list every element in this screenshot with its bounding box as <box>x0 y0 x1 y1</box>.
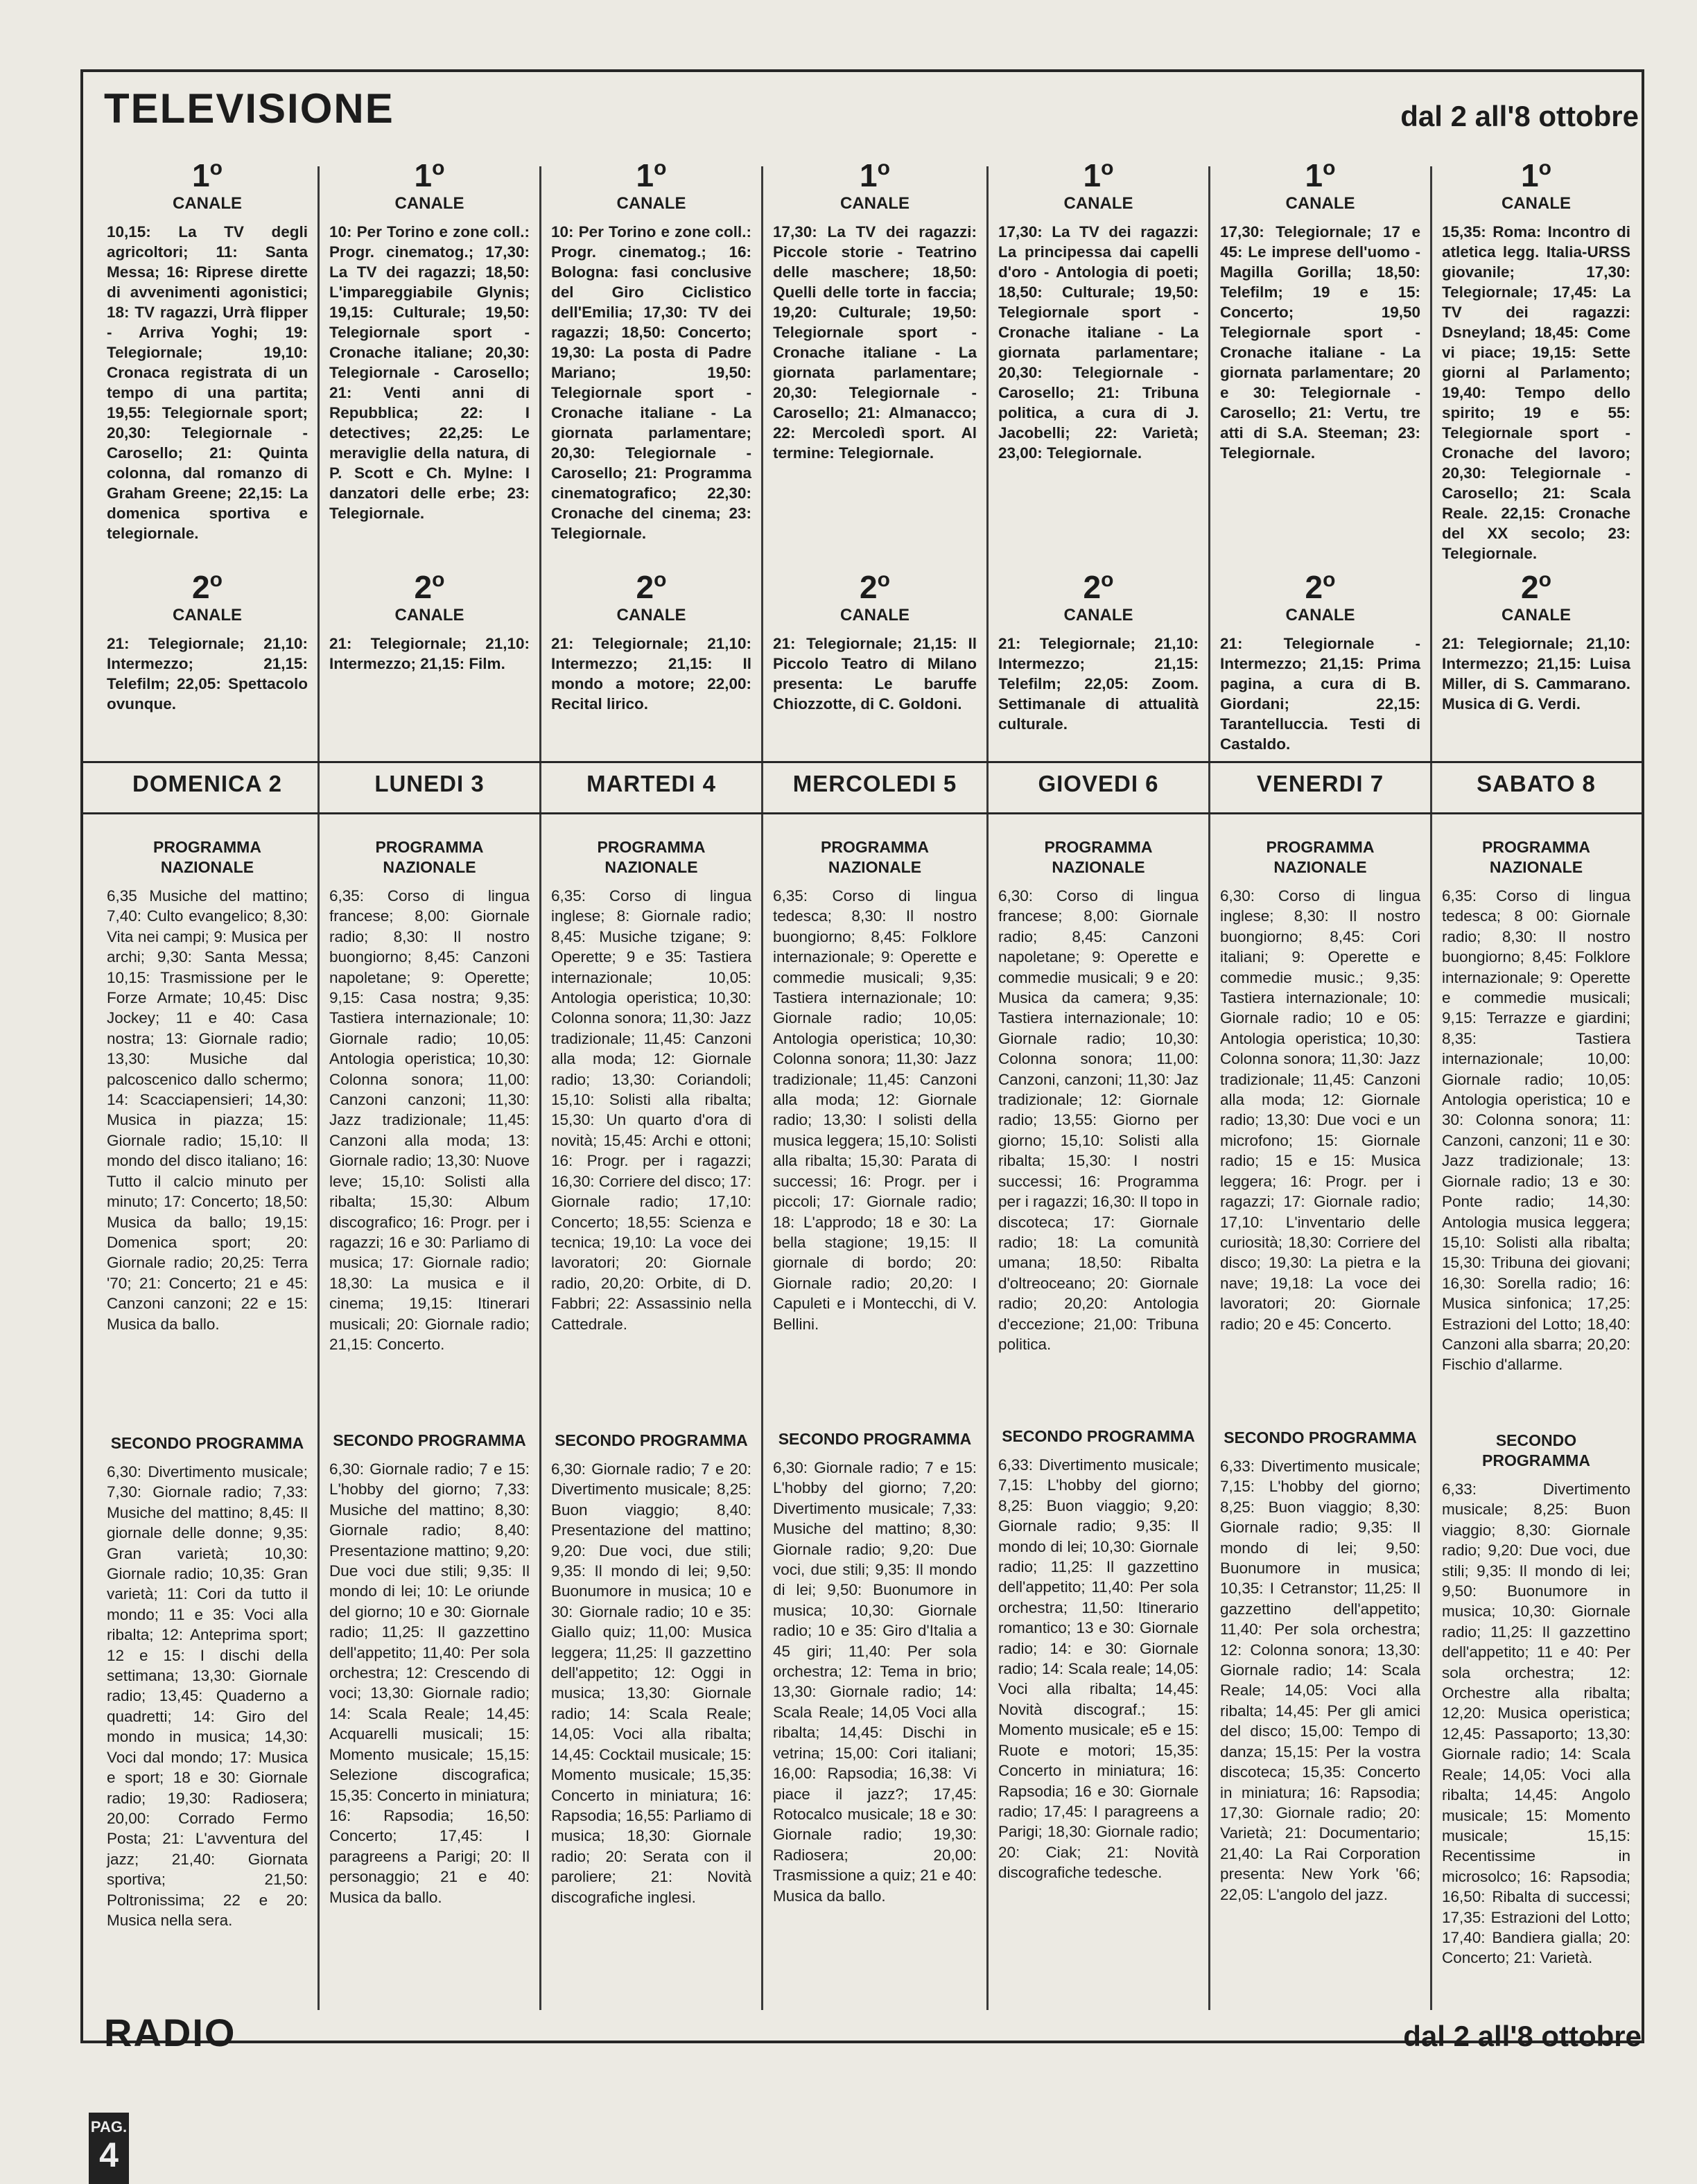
secondo-programma-heading: SECONDO PROGRAMMA <box>1224 1429 1417 1447</box>
radio-nazionale-mercoledi <box>763 837 986 1334</box>
channel-2-heading: 2$^o$ CANALE <box>1502 568 1571 624</box>
secondo-programma-schedule: 6,33: Divertimento musicale; 7,15: L'hobby del giorno; 8,25: Buon viaggio; 8,30: Giornale radio; 9,35: Il mondo di lei; 9,50: Buonumore in musica; 10,35: I Cetranstor; 11,25: Il gazzettino dell'appetito; 11,40: Per sola orchestra; 12: Colonna sonora; 13,30: Giornale radio; 14: Scala Reale; 14,05: Voci alla ribalta; 14,45: Per gli amici del disco; 15,00: Tempo di danza; 15,15: Per la vostra discoteca; 15,35: Concerto in miniatura; 16: Rapsodia; 17,30: Giornale radio; 20: Varietà; 21: Documentario; 21,40: La Rai Corporation presenta: New York '66; 22,05: L'angolo del jazz. <box>1220 1458 1420 1903</box>
programma-nazionale-heading: PROGRAMMA NAZIONALE <box>1044 838 1153 876</box>
secondo-programma-heading: SECONDO PROGRAMMA <box>555 1431 748 1449</box>
section-title-television: TELEVISIONE <box>104 85 394 132</box>
secondo-programma-schedule: 6,30: Divertimento musicale; 7,30: Giornale radio; 7,33: Musiche del mattino; 8,45: Il giornale delle donne; 9,35: Gran varietà; 10,30: Giornale radio; 10,35: Gran varietà; 11: Cori da tutto il mondo; 11 e 35: Voci alla ribalta; 12: Anteprima sport; 12 e 15: I dischi della settimana; 13,30: Giornale radio; 13,45: Quaderno a quadretti; 14: Giro del mondo in musica; 14,30: Voci dal mondo; 17: Musica e sport; 18 e 30: Giornale radio; 19,30: Radiosera; 20,00: Corrado Fermo Posta; 21: L'avventura del jazz; 21,40: Giornata sportiva; 21,50: Poltronissima; 22 e 20: Musica nella sera. <box>107 1463 308 1929</box>
programma-nazionale-heading: PROGRAMMA NAZIONALE <box>821 838 929 876</box>
channel-1-heading: 1$^o$ CANALE <box>173 157 242 213</box>
tv-column-martedi <box>541 159 761 543</box>
secondo-programma-schedule: 6,30: Giornale radio; 7 e 15: L'hobby del giorno; 7,20: Divertimento musicale; 7,33: Musiche del mattino; 8,30: Giornale radio; 9,20: Due voci, due stili; 9,35: Il mondo di lei; 9,50: Buonumore in musica; 10,30: Giornale radio; 10 e 35: Giro d'Italia a 45 giri; 11,40: Per sola orchestra; 12: Tema in brio; 13,30: Giornale radio; 14: Scala Reale; 14,05 Voci alla ribalta; 14,45: Dischi in vetrina; 15,00: Cori italiani; 16,00: Rapsodia; 16,38: Vi piace il jazz?; 17,45: Rotocalco musicale; 18 e 30: Giornale radio; 19,30: Radiosera; 20,00: Trasmissione a quiz; 21 e 40: Musica da ballo. <box>773 1459 977 1905</box>
radio-nazionale-domenica <box>97 837 317 1334</box>
radio-secondo-mercoledi <box>763 1429 986 1906</box>
channel-2-heading: 2$^o$ CANALE <box>616 568 686 624</box>
tv-column-lunedi <box>320 159 539 523</box>
channel-2-schedule: 21: Telegiornale; 21,10: Intermezzo; 21,15: Telefilm; 22,05: Spettacolo ovunque. <box>107 635 308 713</box>
television-date-range: dal 2 all'8 ottobre <box>1400 100 1639 132</box>
channel-1-schedule: 10: Per Torino e zone coll.: Progr. cinematog.; 17,30: La TV dei ragazzi; 18,50: L'impareggiabile Glynis; 19,15: Culturale; 19,50: Telegiornale sport - Cronache italiane; 20,30: Telegiornale - Carosello; 21: Venti anni di Repubblica; 22: I detectives; 22,25: Le meraviglie della natura, di P. Scott e Ch. Mylne: I danzatori delle erbe; 23: Telegiornale. <box>329 223 530 522</box>
radio-secondo-martedi <box>541 1431 761 1907</box>
secondo-programma-schedule: 6,30: Giornale radio; 7 e 15: L'hobby del giorno; 7,33: Musiche del mattino; 8,30: Giornale radio; 8,40: Presentazione mattino; 9,20: Due voci due stili; 9,35: Il mondo di lei; 10: Le oriunde del giorno; 10 e 30: Giornale radio; 11,25: Il gazzettino dell'appetito; 11,40: Per sola orchestra; 12: Crescendo di voci; 13,30: Giornale radio; 14: Scala Reale; 14,45: Acquarelli musicali; 15: Momento musicale; 15,15: Selezione discografica; 15,35: Concerto in miniatura; 16: Rapsodia; 16,50: Concerto; 17,45: I paragreens a Parigi; 20: Il personaggio; 21 e 40: Musica da ballo. <box>329 1460 530 1906</box>
secondo-programma-heading: SECONDO PROGRAMMA <box>1482 1431 1590 1469</box>
channel-2-schedule: 21: Telegiornale - Intermezzo; 21,15: Prima pagina, a cura di B. Giordani; 22,15: Tarantelluccia. Testi di Castaldo. <box>1220 635 1420 753</box>
radio-nazionale-giovedi <box>989 837 1208 1354</box>
radio-secondo-domenica <box>97 1433 317 1930</box>
day-heading-martedi: MARTEDI 4 <box>586 771 716 796</box>
programma-nazionale-heading: PROGRAMMA NAZIONALE <box>375 838 484 876</box>
day-bar-bottom-rule <box>80 812 1644 814</box>
channel-2-schedule: 21: Telegiornale; 21,10: Intermezzo; 21,15: Il mondo a motore; 22,00: Recital lirico. <box>551 635 751 713</box>
channel-1-schedule: 10: Per Torino e zone coll.: Progr. cinematog.; 16: Bologna: fasi conclusive del Giro Ciclistico dell'Emilia; 17,30: TV dei ragazzi; 18,50: Concerto; 19,30: La posta di Padre Mariano; 19,50: Telegiornale sport - Cronache italiane - La giornata parlamentare; 20,30: Telegiornale - Carosello; 21: Programma cinematografico; 22,30: Cronache del cinema; 23: Telegiornale. <box>551 223 751 542</box>
radio-nazionale-venerdi <box>1210 837 1430 1334</box>
tv-column-sabato <box>1432 159 1640 564</box>
radio-secondo-sabato <box>1432 1431 1640 1968</box>
tv-column-martedi-ch2 <box>541 568 761 714</box>
programma-nazionale-heading: PROGRAMMA NAZIONALE <box>153 838 261 876</box>
tv-column-domenica <box>97 159 317 543</box>
section-title-radio: RADIO <box>104 2011 236 2054</box>
radio-secondo-lunedi <box>320 1431 539 1907</box>
channel-1-schedule: 17,30: La TV dei ragazzi: Piccole storie - Teatrino delle maschere; 18,50: Quelli delle torte in faccia; 19,20: Culturale; 19,50: Telegiornale sport - Cronache italiane - La giornata parlamentare; 20,30: Telegiornale - Carosello; 21: Almanacco; 22: Mercoledì sport. Al termine: Telegiornale. <box>773 223 977 462</box>
programma-nazionale-schedule: 6,35: Corso di lingua tedesca; 8,30: Il nostro buongiorno; 8,45: Folklore internazionale; 9: Operette e commedie musicali; 9,35: Tastiera internazionale; 10: Giornale radio; 10,05: Antologia operistica; 10,30: Colonna sonora; 11,30: Jazz tradizionale; 11,45: Canzoni alla moda; 12: Giornale radio; 13,30: I solisti della musica leggera; 15,10: Solisti alla ribalta; 15,30: Parata di successi; 16: Progr. per i piccoli; 17: Giornale radio; 18: L'approdo; 18 e 30: La bella stagione; 19,15: Il giornale di bordo; 20: Giornale radio; 20,20: I Capuleti e i Montecchi, di V. Bellini. <box>773 887 977 1333</box>
channel-1-heading: 1$^o$ CANALE <box>1285 157 1355 213</box>
channel-2-schedule: 21: Telegiornale; 21,10: Intermezzo; 21,15: Telefilm; 22,05: Zoom. Settimanale di attualità culturale. <box>998 635 1199 733</box>
tv-column-sabato-ch2 <box>1432 568 1640 714</box>
channel-2-schedule: 21: Telegiornale; 21,15: Il Piccolo Teatro di Milano presenta: Le baruffe Chiozzotte, di C. Goldoni. <box>773 635 977 713</box>
page-label: PAG. <box>90 2118 128 2135</box>
programma-nazionale-schedule: 6,35: Corso di lingua francese; 8,00: Giornale radio; 8,30: Il nostro buongiorno; 8,45: Canzoni napoletane; 9: Operette; 9,15: Casa nostra; 9,35: Tastiera internazionale; 10: Giornale radio; 10,05: Antologia operistica; 10,30: Colonna sonora; 11,00: Canzoni canzoni; 11,30: Jazz tradizionale; 11,45: Canzoni alla moda; 13: Giornale radio; 13,30: Nuove leve; 15,10: Solisti alla ribalta; 15,30: Album discografico; 16: Progr. per i ragazzi; 16 e 30: Parliamo di musica; 17: Giornale radio; 18,30: La musica e il cinema; 19,15: Itinerari musicali; 20: Giornale radio; 21,15: Concerto. <box>329 887 530 1353</box>
tv-column-domenica-ch2 <box>97 568 317 714</box>
channel-2-heading: 2$^o$ CANALE <box>1063 568 1133 624</box>
channel-1-heading: 1$^o$ CANALE <box>394 157 464 213</box>
secondo-programma-heading: SECONDO PROGRAMMA <box>110 1434 304 1452</box>
day-heading-giovedi: GIOVEDI 6 <box>1038 771 1159 796</box>
radio-secondo-giovedi <box>989 1426 1208 1883</box>
page-number-tab <box>89 2113 129 2184</box>
tv-column-giovedi-ch2 <box>989 568 1208 734</box>
radio-nazionale-martedi <box>541 837 761 1334</box>
tv-column-mercoledi-ch2 <box>763 568 986 714</box>
channel-2-schedule: 21: Telegiornale; 21,10: Intermezzo; 21,15: Luisa Miller, di S. Cammarano. Musica di G. Verdi. <box>1442 635 1630 713</box>
channel-1-schedule: 17,30: La TV dei ragazzi: La principessa dai capelli d'oro - Antologia di poeti; 18,50: Culturale; 19,50: Telegiornale sport - Cronache italiane - La giornata parlamentare; 20,30: Telegiornale - Carosello; 21: Tribuna politica, a cura di J. Jacobelli; 22: Varietà; 23,00: Telegiornale. <box>998 223 1199 462</box>
tv-column-giovedi <box>989 159 1208 463</box>
radio-secondo-venerdi <box>1210 1428 1430 1905</box>
programma-nazionale-schedule: 6,30: Corso di lingua inglese; 8,30: Il nostro buongiorno; 8,45: Cori italiani; 9: Operette e commedie music.; 9,35: Tastiera internazionale; 10: Giornale radio; 10 e 05: Antologia operistica; 10,30: Colonna sonora; 11,30: Jazz tradizionale; 11,45: Canzoni alla moda; 12: Giornale radio; 13,30: Due voci e un microfono; 15: Giornale radio; 15 e 15: Musica leggera; 16: Progr. per i ragazzi; 17: Giornale radio; 17,10: L'inventario delle curiosità; 18,30: Corriere del disco; 19,30: La pietra e la nave; 19,18: La voce dei lavoratori; 20: Giornale radio; 20 e 45: Concerto. <box>1220 887 1420 1333</box>
programma-nazionale-schedule: 6,35: Corso di lingua inglese; 8: Giornale radio; 8,45: Musiche tzigane; 9: Operette; 9 e 35: Tastiera internazionale; 10,05: Antologia operistica; 10,30: Colonna sonora; 11,30: Jazz tradizionale; 11,45: Canzoni alla moda; 12: Giornale radio; 13,30: Coriandoli; 15,10: Solisti alla ribalta; 15,30: Un quarto d'ora di novità; 15,45: Archi e ottoni; 16: Progr. per i ragazzi; 16,30: Corriere del disco; 17: Giornale radio; 17,10: Concerto; 18,55: Scienza e tecnica; 19,10: La voce dei lavoratori; 20: Giornale radio, 20,20: Orbite, di D. Fabbri; 22: Assassinio nella Cattedrale. <box>551 887 751 1333</box>
channel-1-schedule: 15,35: Roma: Incontro di atletica legg. Italia-URSS giovanile; 17,30: Telegiornale; 17,45: La TV dei ragazzi: Dsneyland; 18,45: Come vi piace; 19,15: Sette giorni al Parlamento; 19,40: Tempo dello spirito; 19 e 55: Telegiornale sport - Cronache del lavoro; 20,30: Telegiornale - Carosello; 21: Scala Reale. 22,15: Cronache del XX secolo; 23: Telegiornale. <box>1442 223 1630 562</box>
channel-1-heading: 1$^o$ CANALE <box>1063 157 1133 213</box>
programma-nazionale-heading: PROGRAMMA NAZIONALE <box>1482 838 1590 876</box>
channel-1-heading: 1$^o$ CANALE <box>840 157 910 213</box>
tv-column-lunedi-ch2 <box>320 568 539 674</box>
day-heading-domenica: DOMENICA 2 <box>132 771 282 796</box>
secondo-programma-heading: SECONDO PROGRAMMA <box>1002 1427 1195 1445</box>
channel-2-heading: 2$^o$ CANALE <box>394 568 464 624</box>
channel-1-schedule: 10,15: La TV degli agricoltori; 11: Santa Messa; 16: Riprese dirette di avvenimenti agonistici; 18: TV ragazzi, Urrà flipper - Arriva Yoghi; 19: Telegiornale; 19,10: Cronaca registrata di un tempo di una partita; 19,55: Telegiornale sport; 20,30: Telegiornale - Carosello; 21: Quinta colonna, dal romanzo di Graham Greene; 22,15: La domenica sportiva e telegiornale. <box>107 223 308 542</box>
programma-nazionale-heading: PROGRAMMA NAZIONALE <box>597 838 706 876</box>
radio-nazionale-sabato <box>1432 837 1640 1375</box>
day-heading-sabato: SABATO 8 <box>1477 771 1596 796</box>
day-heading-mercoledi: MERCOLEDI 5 <box>792 771 957 796</box>
day-bar-top-rule <box>80 761 1644 763</box>
programma-nazionale-schedule: 6,35: Corso di lingua tedesca; 8 00: Giornale radio; 8,30: Il nostro buongiorno; 8,45: Folklore internazionale; 9: Operette e commedie musicali; 9,15: Terrazze e giardini; 8,35: Tastiera internazionale; 10,00: Giornale radio; 10,05: Antologia operistica; 10 e 30: Colonna sonora; 11: Canzoni, canzoni; 11 e 30: Jazz tradizionale; 13: Giornale radio; 13 e 30: Ponte radio; 14,30: Antologia musica leggera; 15,10: Solisti alla ribalta; 15,30: Tribuna dei giovani; 16,30: Sorella radio; 16: Musica sinfonica; 17,25: Estrazioni del Lotto; 18,40: Canzoni alla sbarra; 20,20: Fischio d'allarme. <box>1442 887 1630 1374</box>
programma-nazionale-schedule: 6,35 Musiche del mattino; 7,40: Culto evangelico; 8,30: Vita nei campi; 9: Musica per archi; 9,30: Santa Messa; 10,15: Trasmissione per le Forze Armate; 10,45: Disc Jockey; 11 e 40: Casa nostra; 13: Giornale radio; 13,30: Musiche dal palcoscenico dallo schermo; 14: Scacciapensieri; 14,30: Musica in piazza; 15: Giornale radio; 15,10: Il mondo del disco italiano; 16: Tutto il calcio minuto per minuto; 17: Concerto; 18,50: Musica da ballo; 19,15: Domenica sport; 20: Giornale radio; 20,25: Terra '70; 21: Concerto; 21 e 45: Canzoni canzoni; 22 e 15: Musica da ballo. <box>107 887 308 1333</box>
channel-1-schedule: 17,30: Telegiornale; 17 e 45: Le imprese dell'uomo - Magilla Gorilla; 18,50: Telefilm; 19 e 15: Concerto; 19,50 Telegiornale sport - Cronache italiane - La giornata parlamentare; 20 e 30: Telegiornale - Carosello; 21: Vertu, tre atti di S.A. Steeman; 23: Telegiornale. <box>1220 223 1420 462</box>
channel-1-heading: 1$^o$ CANALE <box>1502 157 1571 213</box>
secondo-programma-heading: SECONDO PROGRAMMA <box>778 1430 972 1448</box>
channel-2-heading: 2$^o$ CANALE <box>1285 568 1355 624</box>
channel-2-schedule: 21: Telegiornale; 21,10: Intermezzo; 21,15: Film. <box>329 635 530 672</box>
channel-1-heading: 1$^o$ CANALE <box>616 157 686 213</box>
tv-column-mercoledi <box>763 159 986 463</box>
channel-2-heading: 2$^o$ CANALE <box>840 568 910 624</box>
secondo-programma-heading: SECONDO PROGRAMMA <box>333 1431 526 1449</box>
tv-column-venerdi-ch2 <box>1210 568 1430 754</box>
day-heading-venerdi: VENERDI 7 <box>1256 771 1384 796</box>
channel-2-heading: 2$^o$ CANALE <box>173 568 242 624</box>
secondo-programma-schedule: 6,33: Divertimento musicale; 8,25: Buon viaggio; 8,30: Giornale radio; 9,20: Due voci, due stili; 9,35: Il mondo di lei; 9,50: Buonumore in musica; 10,30: Giornale radio; 11,25: Il gazzettino dell'appetito; 11 e 40: Per sola orchestra; 12: Orchestre alla ribalta; 12,20: Musica operistica; 12,45: Passaporto; 13,30: Giornale radio; 14: Scala Reale; 14,05: Voci alla ribalta; 14,45: Angolo musicale; 15: Momento musicale; 15,15: Recentissime in microsolco; 16: Rapsodia; 16,50: Ribalta di successi; 17,35: Estrazioni del Lotto; 17,40: Bandiera gialla; 20: Concerto; 21: Varietà. <box>1442 1480 1630 1967</box>
programma-nazionale-schedule: 6,30: Corso di lingua francese; 8,00: Giornale radio; 8,45: Canzoni napoletane; 9: Operette e commedie musicali; 9 e 20: Musica da camera; 9,35: Tastiera internazionale; 10: Giornale radio; 10,30: Colonna sonora; 11,00: Canzoni, canzoni; 11,30: Jaz tradizionale; 12: Giornale radio; 13,55: Giorno per giorno; 15,10: Solisti alla ribalta; 15,30: I nostri successi; 16: Programma per i ragazzi; 16,30: Il topo in discoteca; 17: Giornale radio; 18: La comunità umana; 18,50: Ribalta d'oltreoceano; 20: Giornale radio; 20,20: Antologia d'eccezione; 21,00: Tribuna politica. <box>998 887 1199 1353</box>
programma-nazionale-heading: PROGRAMMA NAZIONALE <box>1266 838 1375 876</box>
page-number: 4 <box>99 2135 119 2174</box>
secondo-programma-schedule: 6,30: Giornale radio; 7 e 20: Divertimento musicale; 8,25: Buon viaggio; 8,40: Presentazione del mattino; 9,20: Due voci, due stili; 9,35: Il mondo di lei; 9,50: Buonumore in musica; 10 e 30: Giornale radio; 10 e 35: Giallo quiz; 11,00: Musica leggera; 11,25: Il gazzettino dell'appetito; 12: Oggi in musica; 13,30: Giornale radio; 14: Scala Reale; 14,05: Voci alla ribalta; 14,45: Cocktail musicale; 15: Momento musicale; 15,35: Concerto in miniatura; 16: Rapsodia; 16,55: Parliamo di musica; 18,30: Giornale radio; 20: Serata con il paroliere; 21: Novità discografiche inglesi. <box>551 1460 751 1906</box>
radio-date-range: dal 2 all'8 ottobre <box>1403 2020 1642 2052</box>
radio-nazionale-lunedi <box>320 837 539 1354</box>
secondo-programma-schedule: 6,33: Divertimento musicale; 7,15: L'hobby del giorno; 8,25: Buon viaggio; 9,20: Giornale radio; 9,35: Il mondo di lei; 10,30: Giornale radio; 11,25: Il gazzettino dell'appetito; 11,40: Per sola orchestra; 11,50: Itinerario romantico; 13 e 30: Giornale radio; 14: e 30: Giornale radio; 14: Scala reale; 14,05: Voci alla ribalta; 14,45: Novità discograf.; 15: Momento musicale; e5 e 15: Ruote e motori; 15,35: Concerto in miniatura; 16: Rapsodia; 16 e 30: Giornale radio; 17,45: I paragreens a Parigi; 18,30: Giornale radio; 20: Ciak; 21: Novità discografiche tedesche. <box>998 1456 1199 1882</box>
day-heading-lunedi: LUNEDI 3 <box>374 771 485 796</box>
tv-column-venerdi <box>1210 159 1430 463</box>
